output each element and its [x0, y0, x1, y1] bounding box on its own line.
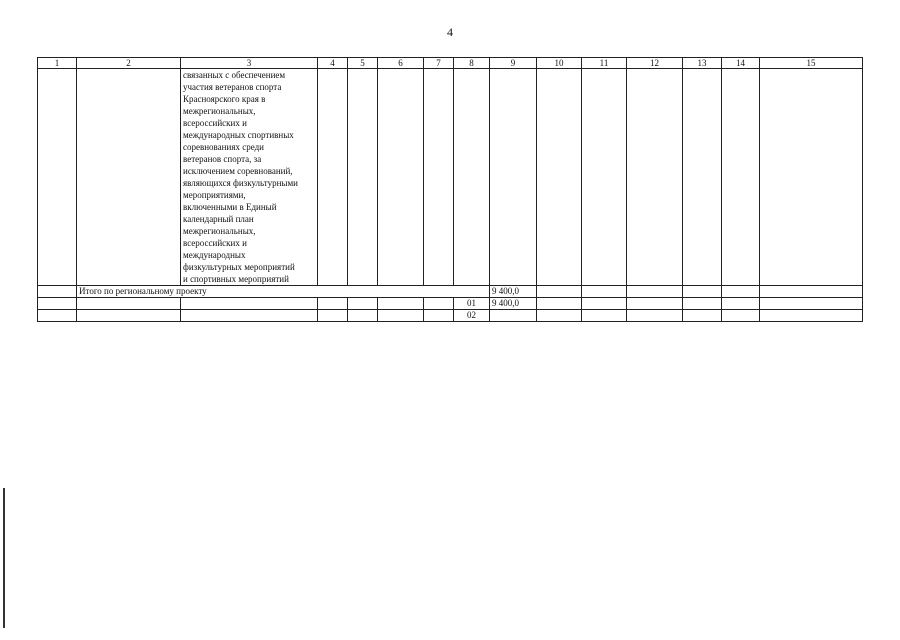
table-cell — [318, 310, 348, 322]
table-cell — [378, 69, 424, 286]
table-row — [38, 298, 863, 310]
table-cell — [378, 298, 424, 310]
table-cell — [490, 69, 537, 286]
col-header: 7 — [424, 58, 454, 69]
table-cell — [77, 298, 181, 310]
table-cell — [318, 69, 348, 286]
table-cell — [627, 298, 683, 310]
col-header: 12 — [627, 58, 683, 69]
col-header: 15 — [760, 58, 863, 69]
table-cell — [318, 298, 348, 310]
table-cell — [424, 310, 454, 322]
col-header: 2 — [77, 58, 181, 69]
table-cell — [424, 298, 454, 310]
table-cell — [582, 298, 627, 310]
table-cell — [760, 310, 863, 322]
table-cell — [722, 298, 760, 310]
table-cell — [181, 310, 318, 322]
col-header: 1 — [38, 58, 77, 69]
code-cell: 01 — [454, 298, 490, 310]
table-cell — [760, 69, 863, 286]
total-row — [38, 286, 863, 298]
header-row — [38, 58, 863, 69]
budget-table — [37, 57, 863, 322]
table-cell — [38, 310, 77, 322]
table-cell — [537, 286, 582, 298]
col-header: 14 — [722, 58, 760, 69]
table-cell — [424, 69, 454, 286]
table-cell — [537, 298, 582, 310]
table-cell — [627, 286, 683, 298]
table-cell — [582, 69, 627, 286]
table-cell — [348, 298, 378, 310]
table-cell — [582, 286, 627, 298]
table-cell — [760, 286, 863, 298]
table-cell — [537, 69, 582, 286]
table-cell — [537, 310, 582, 322]
col-header: 3 — [181, 58, 318, 69]
col-header: 13 — [683, 58, 722, 69]
table-cell — [683, 298, 722, 310]
table-cell — [77, 310, 181, 322]
table-cell — [760, 298, 863, 310]
table-cell — [683, 69, 722, 286]
amount-cell — [490, 310, 537, 322]
table-cell — [38, 69, 77, 286]
table-cell — [722, 286, 760, 298]
table-cell — [38, 298, 77, 310]
code-cell: 02 — [454, 310, 490, 322]
amount-cell: 9 400,0 — [490, 298, 537, 310]
table-cell — [181, 298, 318, 310]
total-value: 9 400,0 — [490, 286, 537, 298]
col-header: 5 — [348, 58, 378, 69]
col-header: 10 — [537, 58, 582, 69]
table-cell — [348, 69, 378, 286]
table-cell — [627, 69, 683, 286]
col-header: 6 — [378, 58, 424, 69]
table-row — [38, 69, 863, 286]
table-cell — [38, 286, 77, 298]
scan-artifact-line — [3, 488, 5, 628]
table-cell — [77, 69, 181, 286]
table-cell — [683, 310, 722, 322]
page-number: 4 — [447, 25, 453, 39]
table-row — [38, 310, 863, 322]
table-cell — [722, 69, 760, 286]
table-cell — [378, 310, 424, 322]
table-cell — [627, 310, 683, 322]
table-cell — [683, 286, 722, 298]
col-header: 9 — [490, 58, 537, 69]
table-cell — [582, 310, 627, 322]
table-cell — [722, 310, 760, 322]
total-label: Итого по региональному проекту — [77, 286, 490, 298]
description-cell: связанных с обеспечением участия ветеранов спорта Красноярского края в межрегиональных, всероссийских и международных спортивных соревнованиях среди ветеранов спорта, за исключением соревнований, являющихся физкультурными мероприятиями, включенными в Единый календарный план межрегиональных, всероссийских и международных физкультурных мероприятий и спортивных мероприятий — [181, 69, 318, 286]
col-header: 4 — [318, 58, 348, 69]
table-cell — [454, 69, 490, 286]
col-header: 11 — [582, 58, 627, 69]
col-header: 8 — [454, 58, 490, 69]
table-cell — [348, 310, 378, 322]
